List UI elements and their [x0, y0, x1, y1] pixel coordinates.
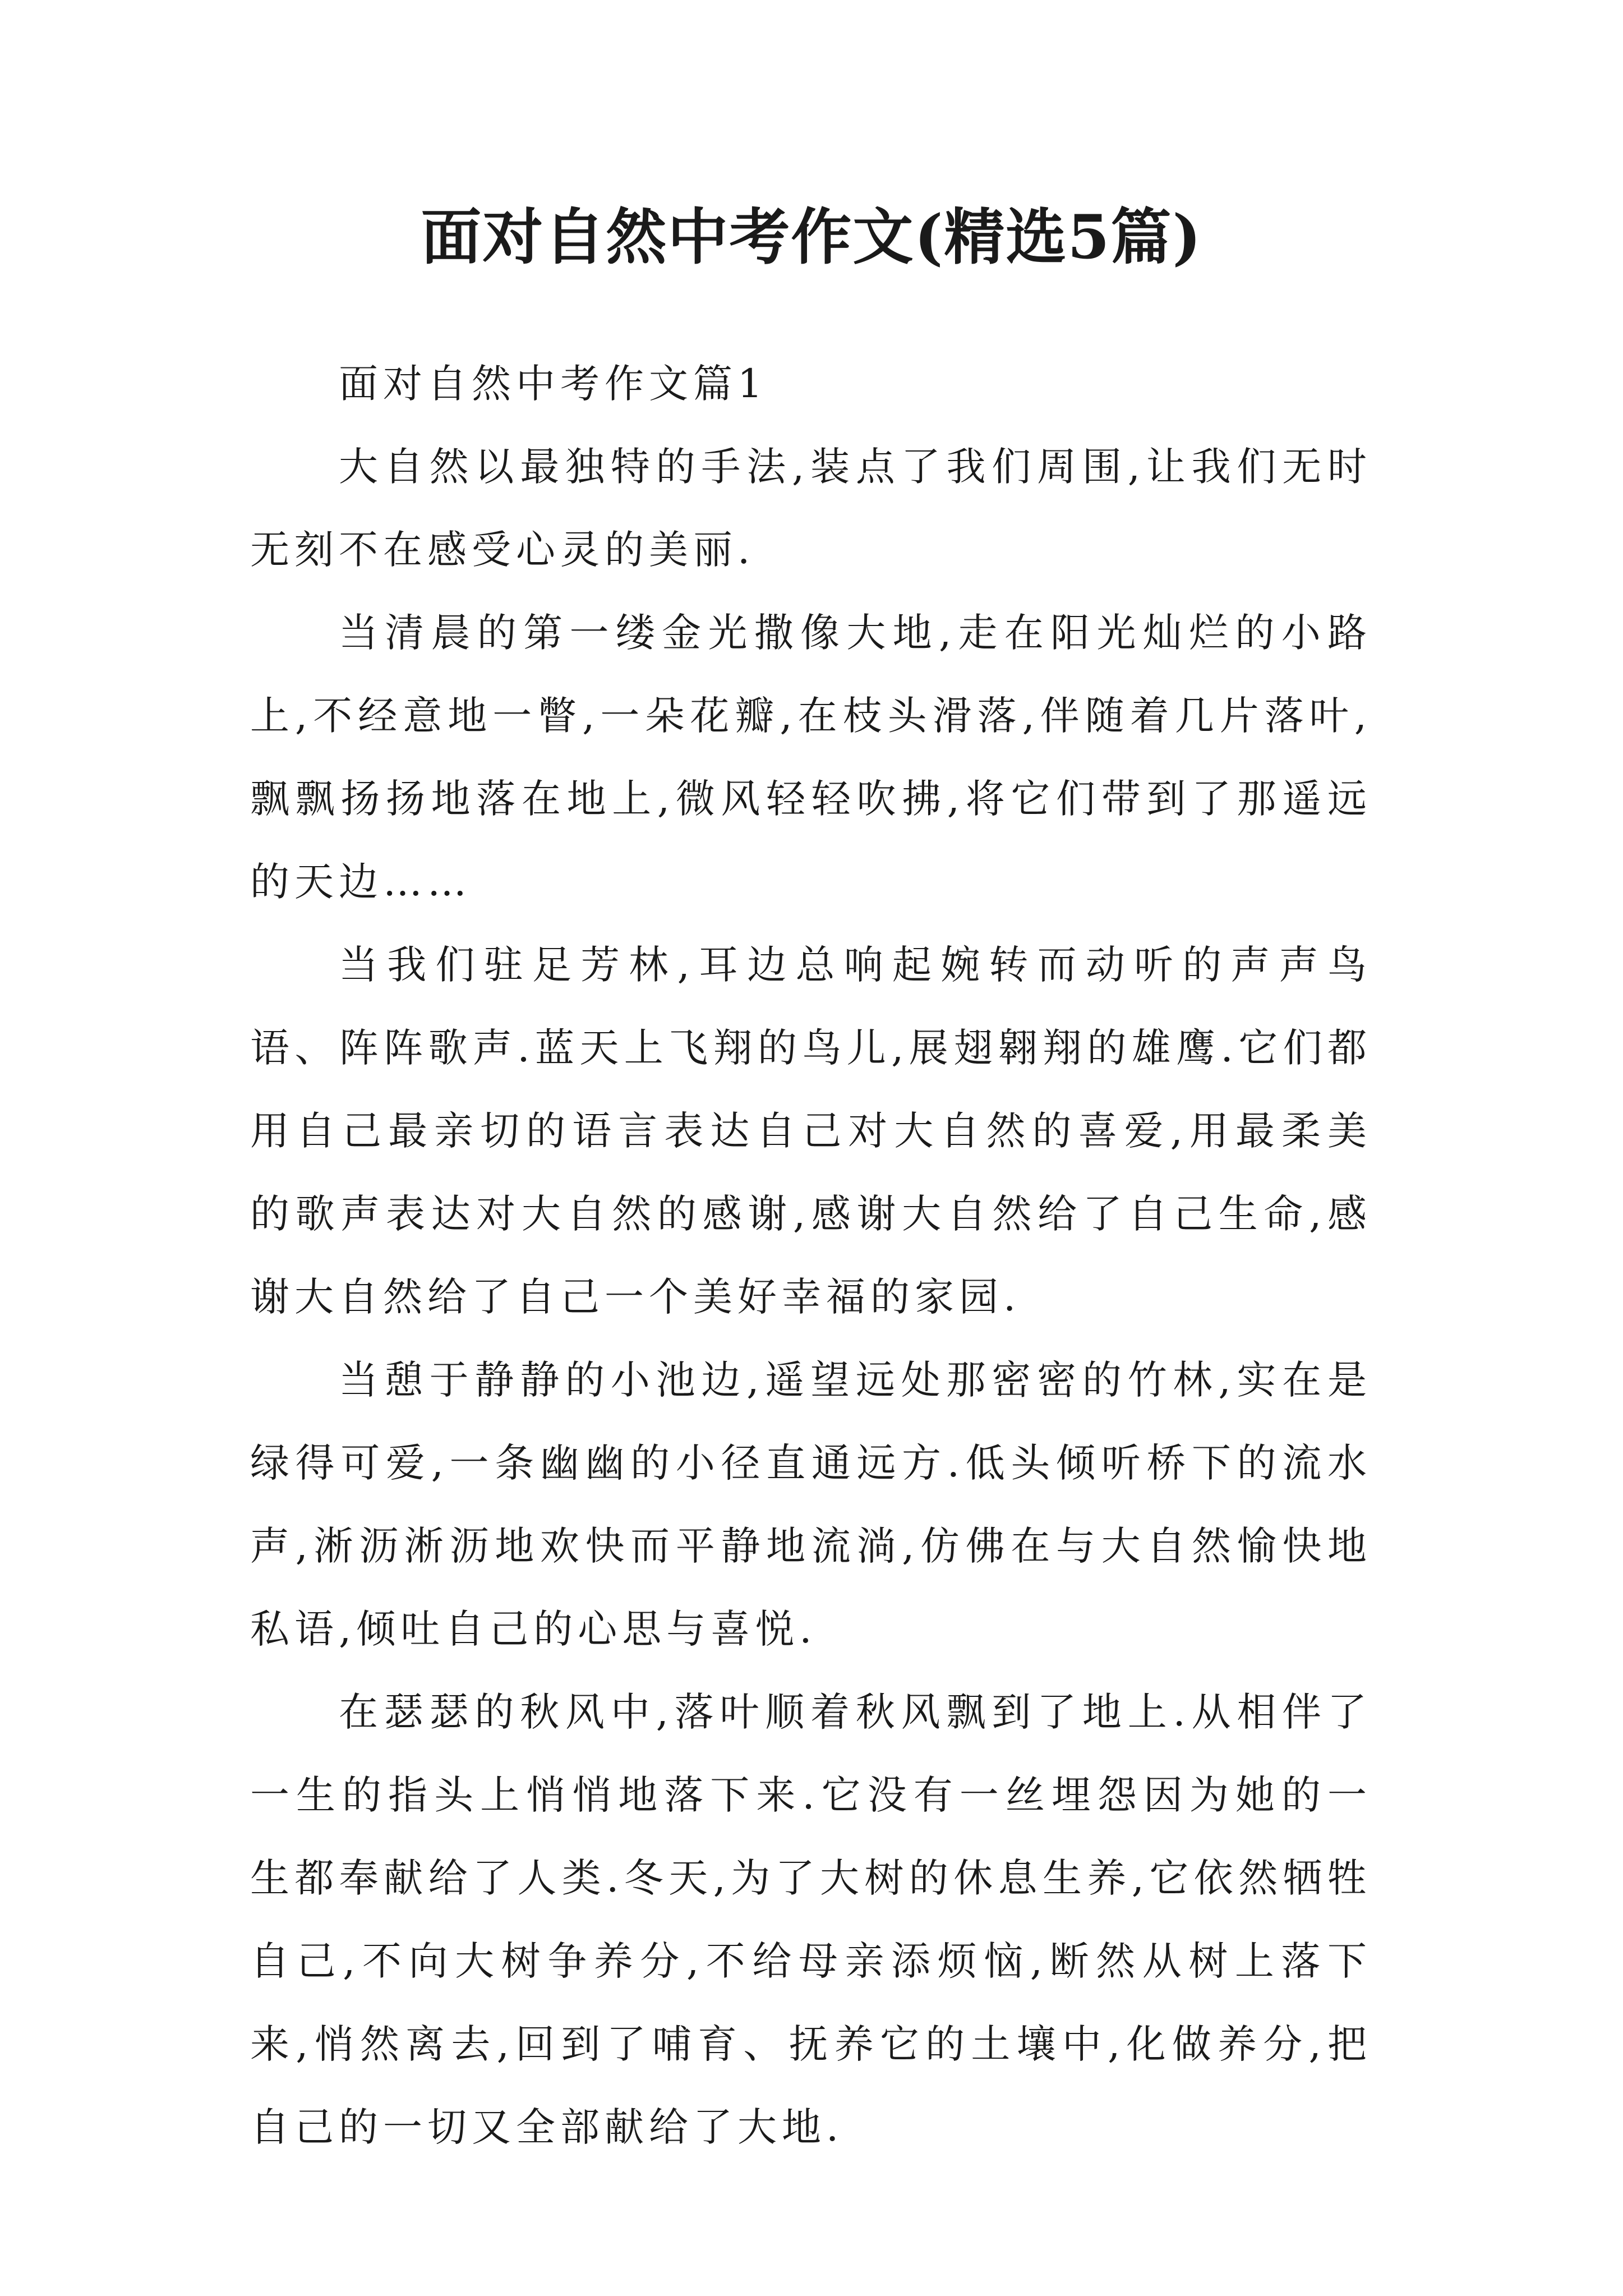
document-body	[250, 342, 1372, 2169]
paragraph: 当清晨的第一缕金光撒像大地,走在阳光灿烂的小路上,不经意地一瞥,一朵花瓣,在枝头滑落,伴随着几片落叶,飘飘扬扬地落在地上,微风轻轻吹拂,将它们带到了那遥远的天边……	[250, 610, 1372, 905]
paragraph: 大自然以最独特的手法,装点了我们周围,让我们无时无刻不在感受心灵的美丽.	[250, 444, 1372, 573]
paragraph: 当我们驻足芳林,耳边总响起婉转而动听的声声鸟语、阵阵歌声.蓝天上飞翔的鸟儿,展翅翱翔的雄鹰.它们都用自己最亲切的语言表达自己对大自然的喜爱,用最柔美的歌声表达对大自然的感谢,感谢大自然给了自己生命,感谢大自然给了自己一个美好幸福的家园.	[250, 942, 1372, 1320]
document-title: 面对自然中考作文(精选5篇)	[421, 202, 1202, 273]
paragraph: 在瑟瑟的秋风中,落叶顺着秋风飘到了地上.从相伴了一生的指头上悄悄地落下来.它没有一丝埋怨因为她的一生都奉献给了人类.冬天,为了大树的休息生养,它依然牺牲自己,不向大树争养分,不给母亲添烦恼,断然从树上落下来,悄然离去,回到了哺育、抚养它的土壤中,化做养分,把自己的一切又全部献给了大地.	[250, 1689, 1372, 2150]
section-heading: 面对自然中考作文篇1	[339, 361, 768, 407]
paragraph: 当憩于静静的小池边,遥望远处那密密的竹林,实在是绿得可爱,一条幽幽的小径直通远方.低头倾听桥下的流水声,淅沥淅沥地欢快而平静地流淌,仿佛在与大自然愉快地私语,倾吐自己的心思与喜悦.	[250, 1357, 1372, 1652]
